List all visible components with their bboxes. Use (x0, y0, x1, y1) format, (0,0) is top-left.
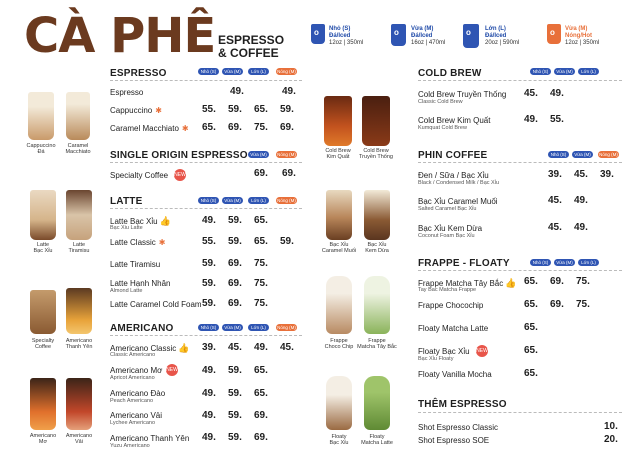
new-badge-icon: NEW (476, 345, 488, 357)
pill-m: Vừa (M) (222, 68, 243, 75)
caption-floaty-bacxiu (319, 434, 359, 446)
pill-m: Vừa (M) (222, 324, 243, 331)
caption-latte-bacxiu (23, 242, 63, 254)
caption-line: Americano (29, 433, 57, 439)
item-name: Latte Bạc Xỉu (110, 217, 158, 226)
pill-m: Vừa (M) (572, 151, 593, 158)
item-subtitle: Tay Bac Matcha Frappe (418, 287, 477, 293)
price: 75. (254, 298, 268, 309)
price: 69. (228, 298, 242, 309)
caption-line: Specialty (31, 338, 55, 344)
pill-s: Nhỏ (S) (198, 324, 219, 331)
size-type: Đá/Iced (329, 33, 351, 39)
item-subtitle: Yuzu Americano (110, 443, 150, 449)
price: 65. (254, 365, 268, 376)
size-volume: 12oz | 350ml (329, 40, 364, 46)
item-subtitle: Bạc Xiu Latte (110, 225, 143, 231)
price: 49. (574, 195, 588, 206)
menu-item (110, 106, 162, 115)
menu-item (110, 171, 168, 180)
size-s-label (329, 26, 363, 47)
caption-specialty (23, 338, 63, 350)
item-name: Bạc Xỉu Kem Dừa (418, 224, 483, 233)
price: 59. (280, 236, 294, 247)
price: 45. (548, 222, 562, 233)
price: 45. (548, 195, 562, 206)
caption-line: Matcha Latte (361, 440, 393, 446)
menu-item (110, 124, 189, 133)
caption-latte-tiramisu (59, 242, 99, 254)
caption-frappe-chocochip (319, 338, 359, 350)
price: 69. (280, 122, 294, 133)
caption-line: Floaty (331, 434, 347, 440)
price: 65. (524, 299, 538, 310)
item-subtitle: Lychee Americano (110, 420, 156, 426)
item-name: Floaty Matcha Latte (418, 324, 489, 333)
price: 69. (254, 432, 268, 443)
caption-line: Vải (75, 439, 83, 445)
caption-coldbrew-truyenthong (356, 148, 396, 160)
cup-icon (311, 24, 325, 44)
price: 59. (228, 432, 242, 443)
caption-line: Caramel Muối (321, 248, 357, 254)
price: 55. (202, 104, 216, 115)
caption-line: Latte (36, 242, 50, 248)
bacxiu-caramel-image (326, 190, 352, 240)
item-name: Americano Mơ (110, 366, 163, 375)
menu-item (418, 116, 491, 131)
pill-l: Lớn (L) (578, 259, 599, 266)
floaty-bacxiu-image (326, 376, 352, 430)
item-name: Latte Caramel Cold Foam (110, 300, 202, 309)
menu-item (110, 88, 143, 97)
price: 10. (604, 421, 618, 432)
item-name: Cold Brew Truyền Thống (418, 90, 507, 99)
pill-s: Nhỏ (S) (198, 68, 219, 75)
pill-hot: Nóng (M) (277, 69, 296, 74)
item-subtitle: Peach Americano (110, 398, 154, 404)
size-volume: 16oz | 470ml (411, 40, 446, 46)
menu-item (110, 434, 190, 449)
caption-line: Frappe (330, 338, 348, 344)
caption-line: Tiramisu (68, 248, 90, 254)
star-icon: ✱ (181, 124, 189, 133)
item-name: Caramel Macchiato (110, 124, 179, 133)
americano-vai-image (66, 378, 92, 430)
frappe-chocochip-image (326, 276, 352, 334)
divider (110, 335, 302, 336)
divider (418, 270, 622, 271)
caption-line: Choco Chip (324, 344, 354, 350)
caption-floaty-matcha (357, 434, 397, 446)
size-volume: 20oz | 590ml (485, 40, 520, 46)
item-name: Floaty Vanilla Mocha (418, 370, 492, 379)
price: 69. (550, 299, 564, 310)
item-name: Americano Đào (110, 389, 166, 398)
size-m-label (411, 26, 445, 47)
caption-line: Bạc Xỉu (329, 242, 349, 248)
item-name: Shot Espresso SOE (418, 436, 490, 445)
price: 49. (230, 86, 244, 97)
caption-americano-thanhyen (59, 338, 99, 350)
size-volume: 12oz | 350ml (565, 40, 600, 46)
price: 69. (254, 410, 268, 421)
latte-bacxiu-image (30, 190, 56, 240)
coldbrew-kimquat-image (324, 96, 352, 146)
price: 49. (202, 365, 216, 376)
menu-item (418, 370, 492, 379)
item-name: Specialty Coffee (110, 171, 169, 180)
item-subtitle: Kumquat Cold Brew (418, 125, 467, 131)
item-subtitle: Salted Caramel Bạc Xỉu (418, 206, 477, 212)
pill-hot: Nóng (M) (277, 152, 296, 157)
size-type: Nóng/Hot (565, 33, 592, 39)
price: 59. (228, 410, 242, 421)
price: 65. (254, 236, 268, 247)
price: 59. (280, 104, 294, 115)
section-title-cold-brew: COLD BREW (418, 68, 482, 79)
menu-item (418, 171, 500, 186)
caption-coldbrew-kimquat (318, 148, 358, 160)
divider (418, 80, 622, 81)
item-name: Cold Brew Kim Quất (418, 116, 491, 125)
price: 65. (524, 322, 538, 333)
menu-item (110, 279, 171, 294)
section-title-latte: LATTE (110, 196, 143, 207)
caption-line: Caramel (67, 143, 89, 149)
menu-item (110, 238, 166, 247)
star-icon: ✱ (158, 238, 166, 247)
subtitle-line-2: & COFFEE (218, 46, 279, 60)
bacxiu-kemdua-image (364, 190, 390, 240)
price: 75. (576, 299, 590, 310)
pill-s: Nhỏ (S) (530, 68, 551, 75)
item-subtitle: Apricot Americano (110, 375, 155, 381)
price: 45. (574, 169, 588, 180)
divider (418, 412, 622, 413)
price: 65. (254, 388, 268, 399)
item-name: Frappe Matcha Tây Bắc (418, 279, 504, 288)
specialty-coffee-image (30, 290, 56, 334)
price: 75. (576, 276, 590, 287)
caption-macchiato (58, 143, 98, 155)
subtitle-line-1: ESPRESSO (218, 33, 285, 47)
pill-hot: Nóng (M) (277, 325, 296, 330)
item-name: Americano Thanh Yên (110, 434, 190, 443)
caption-line: Floaty (369, 434, 385, 440)
price: 69. (550, 276, 564, 287)
cappuccino-image (28, 92, 54, 140)
price: 49. (574, 222, 588, 233)
menu-item (110, 411, 163, 426)
item-name: Americano Classic (110, 344, 177, 353)
caption-line: Bạc Xỉu (329, 440, 349, 446)
caption-line: Cold Brew (363, 148, 389, 154)
new-badge-icon: NEW (174, 169, 186, 181)
price: 59. (228, 215, 242, 226)
menu-item (418, 90, 507, 105)
price: 75. (254, 278, 268, 289)
price: 65. (254, 215, 268, 226)
price: 55. (202, 236, 216, 247)
size-type: Đá/Iced (485, 33, 507, 39)
size-name: Vừa (M) (565, 26, 588, 32)
price: 65. (524, 276, 538, 287)
price: 59. (228, 104, 242, 115)
price: 39. (202, 342, 216, 353)
item-name: Floaty Bạc Xỉu (418, 347, 470, 356)
price: 39. (600, 169, 614, 180)
size-legend (303, 24, 633, 54)
caption-line: Cappuccino (26, 143, 56, 149)
caption-line: Americano (65, 433, 93, 439)
price: 49. (202, 215, 216, 226)
cup-icon (463, 24, 479, 48)
size-name: Vừa (M) (411, 26, 434, 32)
pill-l: Lớn (L) (578, 68, 599, 75)
price: 69. (228, 258, 242, 269)
page-subtitle (218, 34, 284, 60)
pill-m: Vừa (M) (222, 197, 243, 204)
price: 49. (254, 342, 268, 353)
menu-item (418, 347, 470, 362)
menu-item (418, 278, 517, 293)
pill-hot: Nóng (M) (599, 152, 618, 157)
price: 49. (282, 86, 296, 97)
item-name: Shot Espresso Classic (418, 423, 499, 432)
price: 69. (282, 168, 296, 179)
caption-bacxiu-kemdua (357, 242, 397, 254)
price: 59. (202, 298, 216, 309)
menu-item (110, 366, 163, 381)
item-subtitle: Black / Condensed Milk / Bạc Xỉu (418, 180, 500, 186)
floaty-matcha-image (364, 376, 390, 430)
section-title-single-origin: SINGLE ORIGIN ESPRESSO (110, 150, 248, 161)
caption-line: Macchiato (65, 149, 91, 155)
caption-line: Latte (72, 242, 86, 248)
price: 75. (254, 258, 268, 269)
pill-s: Nhỏ (S) (198, 197, 219, 204)
price: 69. (254, 168, 268, 179)
price: 75. (254, 122, 268, 133)
caption-line: Đá (37, 149, 45, 155)
item-name: Latte Tiramisu (110, 260, 161, 269)
price: 65. (202, 122, 216, 133)
caption-line: Matcha Tây Bắc (357, 344, 397, 350)
americano-mo-image (30, 378, 56, 430)
price: 55. (550, 114, 564, 125)
pill-s: Nhỏ (S) (548, 151, 569, 158)
caption-line: Kim Quất (326, 154, 350, 160)
menu-item (418, 423, 498, 432)
price: 49. (202, 432, 216, 443)
menu-item (418, 224, 483, 239)
price: 65. (254, 104, 268, 115)
coldbrew-truyenthong-image (362, 96, 390, 146)
menu-item (110, 260, 160, 269)
menu-item (110, 216, 171, 231)
price: 20. (604, 434, 618, 445)
menu-item (418, 324, 488, 333)
divider (418, 162, 622, 163)
menu-item (110, 343, 190, 358)
caption-line: Thanh Yên (65, 344, 93, 350)
price: 65. (524, 345, 538, 356)
cup-icon (391, 24, 406, 46)
item-subtitle: Bạc Xỉu Floaty (418, 356, 454, 362)
caption-line: Bạc Xỉu (33, 248, 53, 254)
section-title-phin: PHIN COFFEE (418, 150, 488, 161)
price: 49. (524, 114, 538, 125)
size-hot-label (565, 26, 599, 47)
latte-tiramisu-image (66, 190, 92, 240)
caption-cappuccino (21, 143, 61, 155)
caption-line: Coffee (34, 344, 52, 350)
price: 45. (524, 88, 538, 99)
hot-cup-icon (547, 24, 561, 44)
menu-item (110, 300, 202, 309)
pill-m: Vừa (M) (248, 151, 269, 158)
price: 59. (202, 278, 216, 289)
item-name: Frappe Chocochip (418, 301, 484, 310)
pill-m: Vừa (M) (554, 68, 575, 75)
price: 39. (548, 169, 562, 180)
price: 59. (228, 236, 242, 247)
price: 59. (228, 388, 242, 399)
caption-line: Mơ (38, 439, 48, 445)
price: 69. (228, 278, 242, 289)
caption-line: Truyền Thống (359, 154, 393, 160)
size-name: Nhỏ (S) (329, 26, 351, 32)
divider (110, 208, 302, 209)
item-name: Cappuccino (110, 106, 153, 115)
price: 45. (280, 342, 294, 353)
pill-l: Lớn (L) (248, 324, 269, 331)
caption-line: Cold Brew (325, 148, 351, 154)
caption-frappe-matcha (357, 338, 397, 350)
thumbs-up-icon: 👍 (505, 278, 517, 288)
price: 65. (524, 368, 538, 379)
size-name: Lớn (L) (485, 26, 506, 32)
caption-line: Americano (65, 338, 93, 344)
section-title-extra: THÊM ESPRESSO (418, 399, 507, 410)
divider (110, 162, 302, 163)
price: 49. (550, 88, 564, 99)
menu-item (110, 389, 166, 404)
size-type: Đá/Iced (411, 33, 433, 39)
item-name: Americano Vải (110, 411, 163, 420)
page-title: CÀ PHÊ (24, 8, 216, 64)
caption-line: Kem Dừa (365, 248, 389, 254)
section-title-frappe: FRAPPE - FLOATY (418, 258, 510, 269)
americano-thanhyen-image (66, 288, 92, 334)
divider (110, 80, 302, 81)
thumbs-up-icon: 👍 (178, 343, 190, 353)
macchiato-image (66, 92, 90, 140)
thumbs-up-icon: 👍 (159, 216, 171, 226)
price: 59. (202, 258, 216, 269)
section-title-espresso: ESPRESSO (110, 68, 167, 79)
new-badge-icon: NEW (166, 364, 178, 376)
caption-americano-mo (23, 433, 63, 445)
frappe-matcha-image (364, 276, 390, 334)
caption-bacxiu-caramel (319, 242, 359, 254)
pill-m: Vừa (M) (554, 259, 575, 266)
price: 45. (228, 342, 242, 353)
menu-item (418, 436, 489, 445)
star-icon: ✱ (155, 106, 162, 115)
caption-line: Bạc Xỉu (367, 242, 387, 248)
menu-item (418, 197, 498, 212)
item-name: Latte Classic (110, 238, 156, 247)
item-name: Latte Hạnh Nhân (110, 279, 171, 288)
caption-americano-vai (59, 433, 99, 445)
item-subtitle: Almond Latte (110, 288, 143, 294)
pill-s: Nhỏ (S) (530, 259, 551, 266)
size-l-label (485, 26, 519, 47)
item-subtitle: Classic Cold Brew (418, 99, 463, 105)
item-name: Bạc Xỉu Caramel Muối (418, 197, 498, 206)
item-subtitle: Coconut Foam Bạc Xỉu (418, 233, 475, 239)
item-name: Espresso (110, 88, 144, 97)
item-name: Đen / Sữa / Bạc Xỉu (418, 171, 489, 180)
caption-line: Frappe (368, 338, 386, 344)
price: 49. (202, 410, 216, 421)
pill-l: Lớn (L) (248, 197, 269, 204)
item-subtitle: Classic Americano (110, 352, 156, 358)
price: 49. (202, 388, 216, 399)
menu-item (418, 301, 483, 310)
pill-hot: Nóng (M) (277, 198, 296, 203)
price: 59. (228, 365, 242, 376)
pill-l: Lớn (L) (248, 68, 269, 75)
section-title-americano: AMERICANO (110, 323, 174, 334)
price: 69. (228, 122, 242, 133)
